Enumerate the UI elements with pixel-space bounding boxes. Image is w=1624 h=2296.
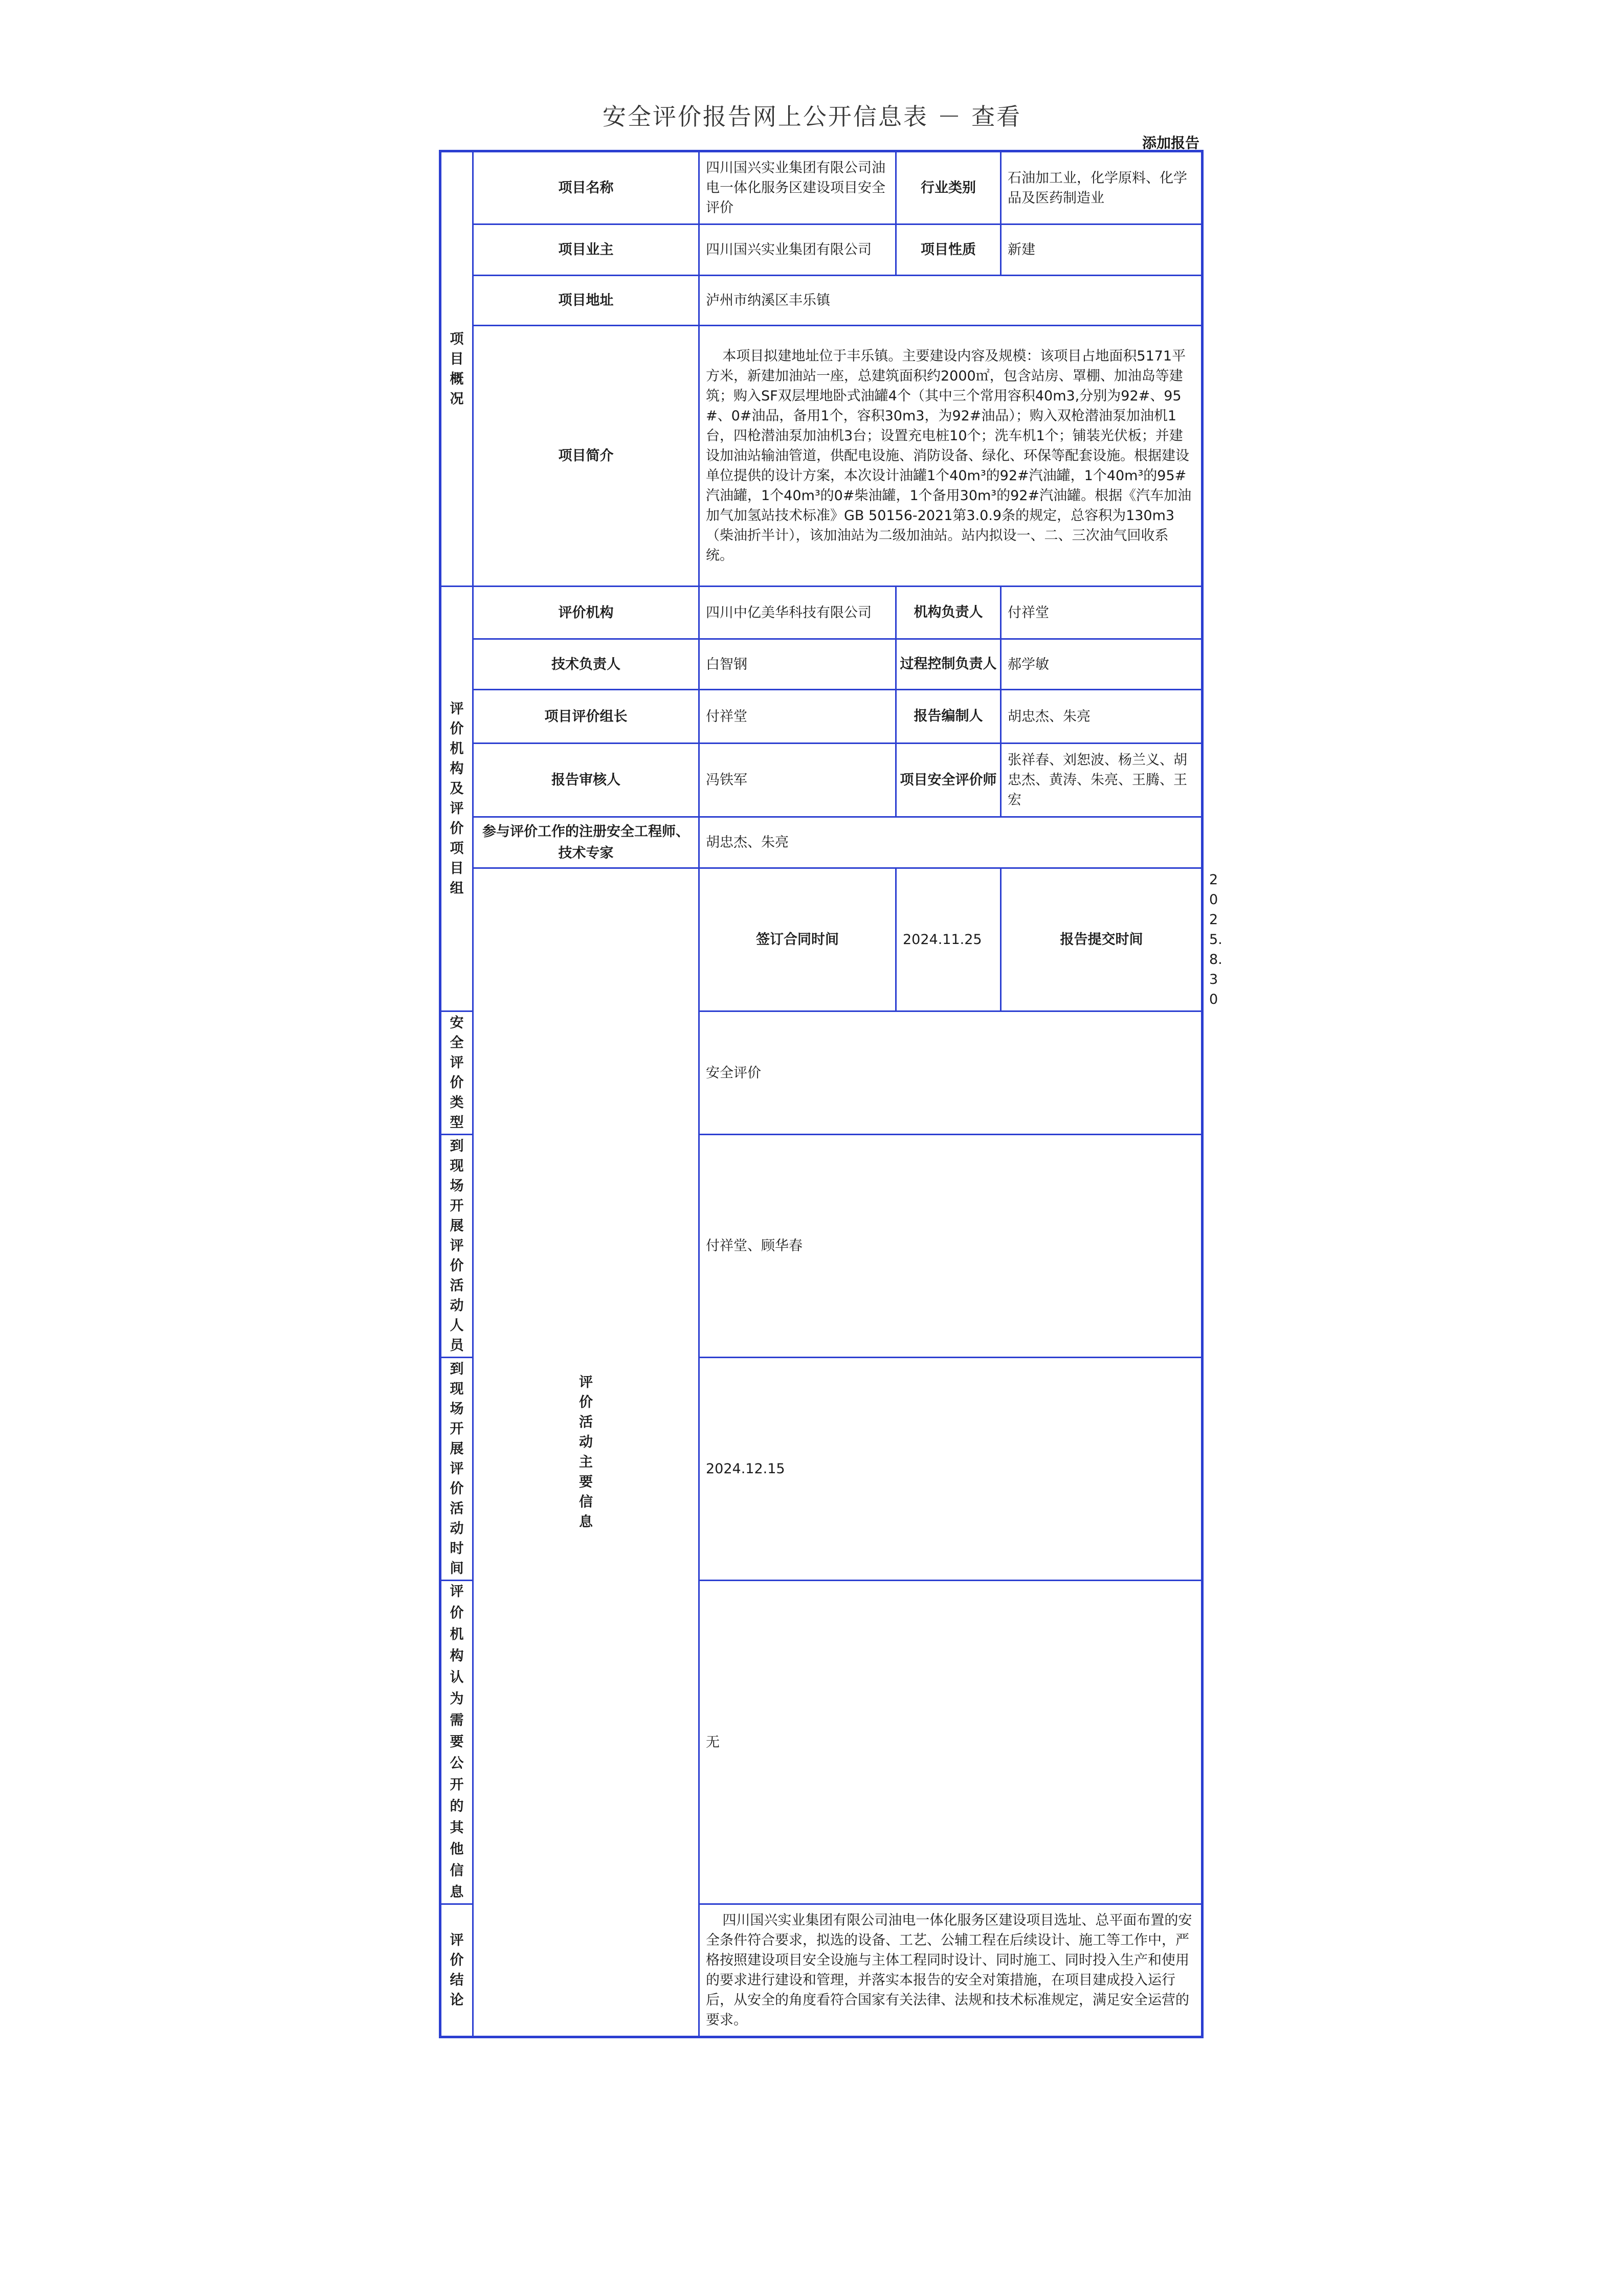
project-name-value: 四川国兴实业集团有限公司油电一体化服务区建设项目安全评价 <box>699 151 896 224</box>
process-head-label: 过程控制负责人 <box>896 639 1001 690</box>
tech-head-value: 白智钢 <box>699 639 896 690</box>
section-org: 评价机构及评价项目组 <box>440 587 473 1011</box>
contract-date-value: 2024.11.25 <box>896 868 1001 1011</box>
reviewer-value: 冯铁军 <box>699 744 896 817</box>
leader-label: 项目评价组长 <box>473 690 699 744</box>
writer-value: 胡忠杰、朱亮 <box>1001 690 1203 744</box>
evaluators-label: 项目安全评价师 <box>896 744 1001 817</box>
project-intro-value: 本项目拟建地址位于丰乐镇。主要建设内容及规模：该项目占地面积5171平方米，新建加油站一座，总建筑面积约2000㎡，包含站房、罩棚、加油岛等建筑；购入SF双层埋地卧式油罐4个（其中三个常用容积40m3,分别为92#、95#、0#油品，备用1个，容积30m3，为92#油品）；购入双枪潜油泵加油机1台，四枪潜油泵加油机3台；设置充电桩10个；洗车机1个；铺装光伏板；并建设加油站输油管道，供配电设施、消防设备、绿化、环保等配套设施。根据建设单位提供的设计方案，本次设计油罐1个40m³的92#汽油罐，1个40m³的95#汽油罐，1个40m³的0#柴油罐，1个备用30m³的92#汽油罐。根据《汽车加油加气加氢站技术标准》GB 50156-2021第3.0.9条的规定，总容积为130m3（柴油折半计），该加油站为二级加油站。站内拟设一、二、三次油气回收系统。 <box>699 326 1203 587</box>
other-info-value: 无 <box>699 1581 1203 1904</box>
writer-label: 报告编制人 <box>896 690 1001 744</box>
process-head-value: 郝学敏 <box>1001 639 1203 690</box>
conclusion-label: 评价结论 <box>440 1904 473 2037</box>
agency-head-label: 机构负责人 <box>896 587 1001 639</box>
evaluation-type-value: 安全评价 <box>699 1011 1203 1135</box>
leader-value: 付祥堂 <box>699 690 896 744</box>
site-people-label: 到现场开展评价活动人员 <box>440 1135 473 1358</box>
other-info-label: 评价机构认为需要公开的其他信息 <box>440 1581 473 1904</box>
agency-head-value: 付祥堂 <box>1001 587 1203 639</box>
safety-report-info-table: 项目概况 项目名称 四川国兴实业集团有限公司油电一体化服务区建设项目安全评价 行业类别 石油加工业，化学原料、化学品及医药制造业 项目业主 四川国兴实业集团有限公司 项目性质 新建 项目地址 泸州市纳溪区丰乐镇 项目简介 本项目拟建地址位于丰乐镇。主要建设内容及规模：该项目占地面积5171平方米，新建加油站一座，总建筑面积约2000㎡，包含站房、罩棚、加油岛等建筑；购入SF双层埋地卧式油罐4个（其中三个常用容积40m3,分别为92#、95#、0#油品，备用1个，容积30m3，为92#油品）；购入双枪潜油泵加油机1台，四枪潜油泵加油机3台；设置充电桩10个；洗车机1个；铺装光伏板；并建设加油站输油管道，供配电设施、消防设备、绿化、环保等配套设施。根据建设单位提供的设计方案，本次设计油罐1个40m³的92#汽油罐，1个40m³的95#汽油罐，1个40m³的0#柴油罐，1个备用30m³的92#汽油罐。根据《汽车加油加气加氢站技术标准》GB 50156-2021第3.0.9条的规定，总容积为130m3（柴油折半计），该加油站为二级加油站。站内拟设一、二、三次油气回收系统。 评价机构及评价项目组 评价机构 四川中亿美华科技有限公司 机构负责人 付祥堂 技术负责人 白智钢 过程控制负责人 郝学敏 项目评价组长 付祥堂 报告编制人 胡忠杰、朱亮 报告审核人 冯铁军 项目安全评价师 张祥春、刘恕波、杨兰义、胡忠杰、黄涛、朱亮、王腾、王宏 参与评价工作的注册安全工程师、技术专家 胡忠杰、朱亮 评价活动主要信息 签订合同时间 2024.11.25 报告提交时间 2025.8.30 安全评价类型 安全评价 到现场开展评价活动人员 付祥堂、顾华春 到现场开展评价活动时间 2024.12.15 评价机构认为需要公开的其他信息 无 评价结论 四川国兴实业集团有限公司油电一体化服务区建设项目选址、总平面布置的安全条件符合要求，拟选的设备、工艺、公辅工程在后续设计、施工等工作中，严格按照建设项目安全设施与主体工程同时设计、同时施工、同时投入生产和使用的要求进行建设和管理，并落实本报告的安全对策措施，在项目建成投入运行后，从安全的角度看符合国家有关法律、法规和技术标准规定，满足安全运营的要求。 <box>439 150 1204 2038</box>
project-address-label: 项目地址 <box>473 276 699 326</box>
agency-value: 四川中亿美华科技有限公司 <box>699 587 896 639</box>
add-report-link[interactable]: 添加报告 <box>1142 134 1199 151</box>
experts-label: 参与评价工作的注册安全工程师、技术专家 <box>473 817 699 868</box>
reviewer-label: 报告审核人 <box>473 744 699 817</box>
section-overview: 项目概况 <box>440 151 473 587</box>
site-time-value: 2024.12.15 <box>699 1358 1203 1581</box>
project-name-label: 项目名称 <box>473 151 699 224</box>
project-nature-value: 新建 <box>1001 224 1203 276</box>
site-time-label: 到现场开展评价活动时间 <box>440 1358 473 1581</box>
contract-date-label: 签订合同时间 <box>699 868 896 1011</box>
submit-date-label: 报告提交时间 <box>1001 868 1203 1011</box>
site-people-value: 付祥堂、顾华春 <box>699 1135 1203 1358</box>
industry-label: 行业类别 <box>896 151 1001 224</box>
section-activity: 评价活动主要信息 <box>473 868 699 2037</box>
project-address-value: 泸州市纳溪区丰乐镇 <box>699 276 1203 326</box>
evaluation-type-label: 安全评价类型 <box>440 1011 473 1135</box>
project-owner-label: 项目业主 <box>473 224 699 276</box>
industry-value: 石油加工业，化学原料、化学品及医药制造业 <box>1001 151 1203 224</box>
project-owner-value: 四川国兴实业集团有限公司 <box>699 224 896 276</box>
page-title: 安全评价报告网上公开信息表 － 查看 <box>602 103 1022 130</box>
experts-value: 胡忠杰、朱亮 <box>699 817 1203 868</box>
tech-head-label: 技术负责人 <box>473 639 699 690</box>
conclusion-value: 四川国兴实业集团有限公司油电一体化服务区建设项目选址、总平面布置的安全条件符合要求，拟选的设备、工艺、公辅工程在后续设计、施工等工作中，严格按照建设项目安全设施与主体工程同时设计、同时施工、同时投入生产和使用的要求进行建设和管理，并落实本报告的安全对策措施，在项目建成投入运行后，从安全的角度看符合国家有关法律、法规和技术标准规定，满足安全运营的要求。 <box>699 1904 1203 2037</box>
project-intro-label: 项目简介 <box>473 326 699 587</box>
evaluators-value: 张祥春、刘恕波、杨兰义、胡忠杰、黄涛、朱亮、王腾、王宏 <box>1001 744 1203 817</box>
agency-label: 评价机构 <box>473 587 699 639</box>
project-nature-label: 项目性质 <box>896 224 1001 276</box>
